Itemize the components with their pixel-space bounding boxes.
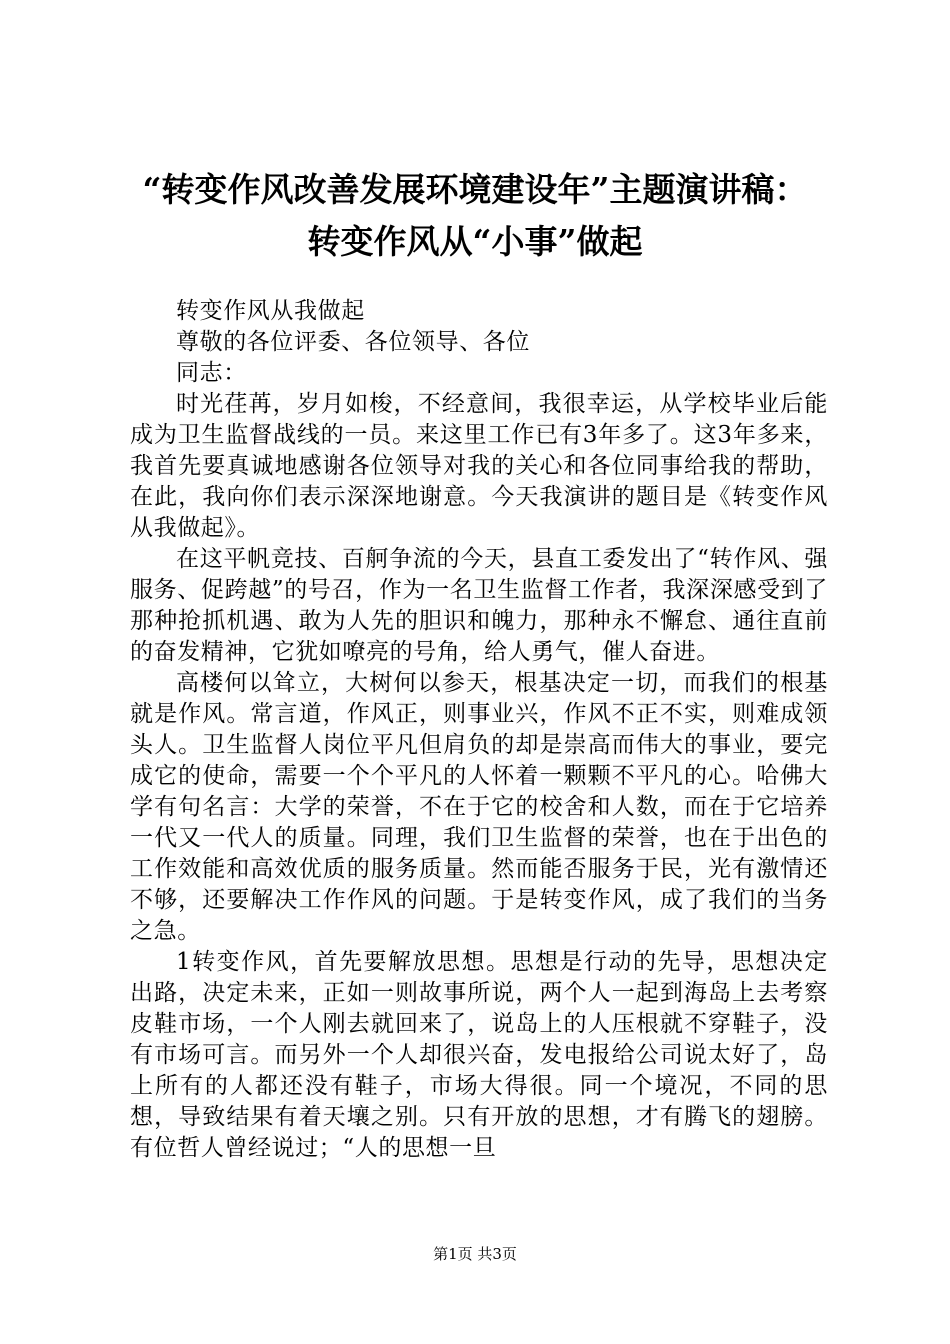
document-title-line-1: “转变作风改善发展环境建设年”主题演讲稿： xyxy=(142,170,808,209)
paragraph: 在这平帆竞技、百舸争流的今天，县直工委发出了“转作风、强服务、促跨越”的号召，作为一名卫生监督工作者，我深深感受到了那种抢抓机遇、敢为人先的胆识和魄力，那种永不懈怠、通往直前的奋发精神，它犹如嘹亮的号角，给人勇气，催人奋进。 xyxy=(130,546,828,665)
document-title-line-2: 转变作风从“小事”做起 xyxy=(307,222,643,261)
paragraph: 时光荏苒，岁月如梭，不经意间，我很幸运，从学校毕业后能成为卫生监督战线的一员。来这里工作已有3年多了。这3年多来，我首先要真诚地感谢各位领导对我的关心和各位同事给我的帮助，在此，我向你们表示深深地谢意。今天我演讲的题目是《转变作风从我做起》。 xyxy=(130,391,828,541)
paragraph-salutation-end: 同志： xyxy=(176,360,247,386)
document-body xyxy=(130,296,828,1164)
paragraph: 高楼何以耸立，大树何以参天，根基决定一切，而我们的根基就是作风。常言道，作风正，则事业兴，作风不正不实，则难成领头人。卫生监督人岗位平凡但肩负的却是崇高而伟大的事业，要完成它的使命，需要一个个平凡的人怀着一颗颗不平凡的心。哈佛大学有句名言：大学的荣誉，不在于它的校舍和人数，而在于它培养一代又一代人的质量。同理，我们卫生监督的荣誉，也在于出色的工作效能和高效优质的服务质量。然而能否服务于民，光有激情还不够，还要解决工作作风的问题。于是转变作风，成了我们的当务之急。 xyxy=(130,670,828,944)
page-footer: 第1页 共3页 xyxy=(433,1245,517,1263)
paragraph-salutation: 尊敬的各位评委、各位领导、各位 xyxy=(176,329,530,355)
paragraph-subtitle: 转变作风从我做起 xyxy=(176,298,365,324)
paragraph: 1转变作风，首先要解放思想。思想是行动的先导，思想决定出路，决定未来，正如一则故事所说，两个人一起到海岛上去考察皮鞋市场，一个人刚去就回来了，说岛上的人压根就不穿鞋子，没有市场可言。而另外一个人却很兴奋，发电报给公司说太好了，岛上所有的人都还没有鞋子，市场大得很。同一个境况，不同的思想，导致结果有着天壤之别。只有开放的思想，才有腾飞的翅膀。有位哲人曾经说过；“人的思想一旦 xyxy=(130,949,828,1161)
